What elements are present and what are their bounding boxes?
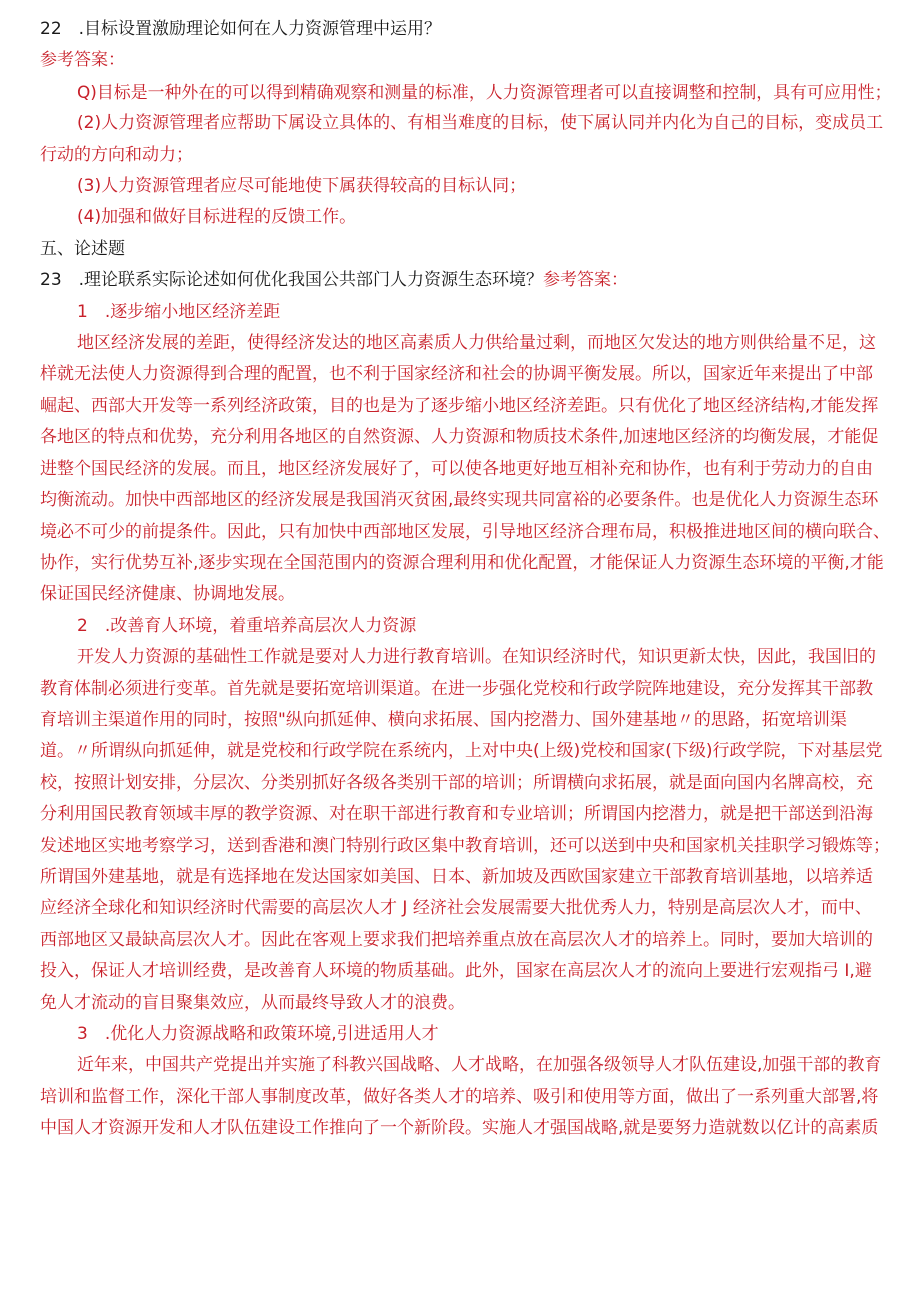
point-1: Q)目标是一种外在的可以得到精确观察和测量的标准，人力资源管理者可以直接调整和控制，具有可应用性； <box>77 81 892 102</box>
point-2-continued: 行动的方向和动力； <box>40 144 193 165</box>
body-line: 近年来，中国共产党提出并实施了科教兴国战略、人才战略，在加强各级领导人才队伍建设,加强干部的教育 <box>77 1055 882 1076</box>
body-line: 发述地区实地考察学习，送到香港和澳门特别行政区集中教育培训，还可以送到中央和国家机关挂职学习锻炼等； <box>40 835 890 856</box>
body-line: 投入，保证人才培训经费，是改善育人环境的物质基础。此外，国家在高层次人才的流向上要进行宏观指弓 I,避 <box>40 961 872 982</box>
body-line: 各地区的特点和优势，充分利用各地区的自然资源、人力资源和物质技术条件,加速地区经济的均衡发展，才能促 <box>40 427 879 448</box>
question-22-title: 22 .目标设置激励理论如何在人力资源管理中运用？ <box>40 19 442 39</box>
body-line: 培训和监督工作，深化干部人事制度改革，做好各类人才的培养、吸引和使用等方面，做出了一系列重大部署,将 <box>40 1086 879 1107</box>
body-line: 免人才流动的盲目聚集效应，从而最终导致人才的浪费。 <box>40 992 465 1013</box>
body-line: 中国人才资源开发和人才队伍建设工作推向了一个新阶段。实施人才强国战略,就是要努力造就数以亿计的高素质 <box>40 1118 879 1139</box>
question-23-title-line <box>40 265 892 296</box>
body-line: 协作，实行优势互补,逐步实现在全国范围内的资源合理利用和优化配置，才能保证人力资源生态环境的平衡,才能 <box>40 552 884 573</box>
point-3: (3)人力资源管理者应尽可能地使下属获得较高的目标认同； <box>77 176 527 197</box>
body-line: 分利用国民教育领域丰厚的教学资源、对在职干部进行教育和专业培训；所谓国内挖潜力，就是把干部送到沿海 <box>40 804 873 825</box>
body-line: 崛起、西部大开发等一系列经济政策，目的也是为了逐步缩小地区经济差距。只有优化了地区经济结构,才能发挥 <box>40 395 879 416</box>
subsection-2-body <box>40 642 892 1019</box>
body-line: 育培训主渠道作用的同时，按照"纵向抓延伸、横向求拓展、国内挖潜力、国外建基地〃的思路，拓宽培训渠 <box>40 709 847 730</box>
subsection-1-title: 1 .逐步缩小地区经济差距 <box>77 301 281 322</box>
body-line: 均衡流动。加快中西部地区的经济发展是我国消灭贫困,最终实现共同富裕的必要条件。也是优化人力资源生态环 <box>40 490 879 511</box>
section-5-heading: 五、论述题 <box>40 238 125 259</box>
body-line: 西部地区又最缺高层次人才。因此在客观上要求我们把培养重点放在高层次人才的培养上。同时，要加大培训的 <box>40 929 873 950</box>
subsection-2-title: 2 .改善育人环境，着重培养高层次人力资源 <box>77 615 417 636</box>
body-line: 所谓国外建基地，就是有选择地在发达国家如美国、日本、新加坡及西欧国家建立干部教育培训基地，以培养适 <box>40 866 873 887</box>
subsection-3-title: 3 .优化人力资源战略和政策环境,引进适用人才 <box>77 1024 439 1044</box>
body-line: 教育体制必须进行变革。首先就是要拓宽培训渠道。在进一步强化党校和行政学院阵地建设，充分发挥其干部教 <box>40 678 873 699</box>
answer-label-23: 参考答案： <box>543 270 629 291</box>
subsection-1-body <box>40 328 892 611</box>
body-line: 样就无法使人力资源得到合理的配置，也不利于国家经济和社会的协调平衡发展。所以，国家近年来提出了中部 <box>40 364 873 385</box>
document-page <box>40 0 892 1145</box>
point-4: (4)加强和做好目标进程的反馈工作。 <box>77 207 357 228</box>
body-line: 境必不可少的前提条件。因此，只有加快中西部地区发展，引导地区经济合理布局，积极推进地区间的横向联合、 <box>40 521 890 542</box>
body-line: 道。〃所谓纵向抓延伸，就是党校和行政学院在系统内，上对中央(上级)党校和国家(下级)行政学院，下对基层党 <box>40 741 883 762</box>
body-line: 开发人力资源的基础性工作就是要对人力进行教育培训。在知识经济时代，知识更新太快，因此，我国旧的 <box>77 647 876 668</box>
body-line: 进整个国民经济的发展。而且，地区经济发展好了，可以使各地更好地互相补充和协作，也有利于劳动力的自由 <box>40 458 873 479</box>
point-2: (2)人力资源管理者应帮助下属设立具体的、有相当难度的目标，使下属认同并内化为自己的目标，变成员工 <box>77 113 884 134</box>
question-23-title: 23 .理论联系实际论述如何优化我国公共部门人力资源生态环境？ <box>40 270 544 291</box>
body-line: 保证国民经济健康、协调地发展。 <box>40 584 295 605</box>
answer-label-22: 参考答案： <box>40 50 125 71</box>
subsection-3-body <box>40 1050 892 1144</box>
body-line: 应经济全球化和知识经济时代需要的高层次人才 J 经济社会发展需要大批优秀人力，特别是高层次人才，而中、 <box>40 898 872 919</box>
body-line: 地区经济发展的差距，使得经济发达的地区高素质人力供给量过剩，而地区欠发达的地方则供给量不足，这 <box>77 333 876 354</box>
body-line: 校，按照计划安排，分层次、分类别抓好各级各类别干部的培训；所谓横向求拓展，就是面向国内名牌高校，充 <box>40 772 873 793</box>
